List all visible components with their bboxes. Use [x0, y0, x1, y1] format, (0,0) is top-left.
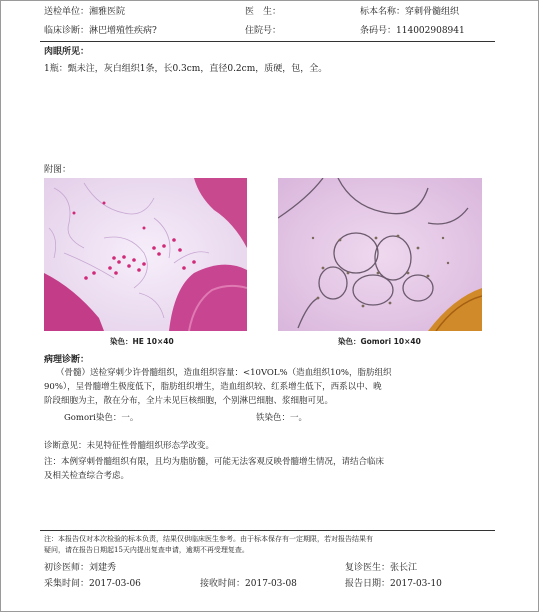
he-stain-micrograph [44, 178, 247, 331]
note-line-2: 及相关检查综合考虑。 [44, 471, 130, 481]
gomori-stain-caption: 染色：Gomori 10×40 [338, 337, 421, 346]
collection-time-field: 采集时间：2017-03-06 [44, 579, 141, 589]
doctor-field: 医 生： [245, 7, 282, 17]
note-line-1: 注：本例穿刺骨髓组织有限，且均为脂肪髓，可能无法客观反映骨髓增生情况，请结合临床 [44, 457, 385, 467]
gomori-stain-micrograph [278, 178, 482, 331]
disclaimer-line-1: 注：本报告仅对本次检验的标本负责，结果仅供临床医生参考。由于标本保存有一定期限，若对报告结果有 [44, 535, 373, 543]
hospital-field: 送检单位：湘雅医院 [44, 7, 126, 17]
pathology-heading: 病理诊断： [44, 355, 90, 365]
clinical-diagnosis-field: 临床诊断：淋巴增殖性疾病? [44, 26, 157, 36]
specimen-field: 标本名称：穿刺骨髓组织 [360, 7, 460, 17]
gross-heading: 肉眼所见： [44, 47, 90, 57]
receive-time-field: 接收时间：2017-03-08 [200, 579, 297, 589]
header-divider [40, 41, 495, 42]
report-date-field: 报告日期：2017-03-10 [345, 579, 442, 589]
pathology-line-3: 阶段细胞为主，散在分布，全片未见巨核细胞，个别淋巴细胞、浆细胞可见。 [44, 396, 334, 406]
gomori-result: Gomori染色：一。 [64, 413, 139, 423]
inpatient-number-field: 住院号： [245, 26, 282, 36]
pathology-line-1: （骨髓）送检穿刺少许骨髓组织，造血组织容量：<10VOL%（造血组织10%，脂肪组织 [56, 368, 392, 378]
images-label: 附图： [44, 165, 72, 175]
review-doctor-field: 复诊医生：张长江 [345, 563, 418, 573]
he-stain-caption: 染色：HE 10×40 [110, 337, 174, 346]
barcode-field: 条码号：114002908941 [360, 26, 465, 36]
disclaimer-line-2: 疑问，请在报告日期起15天内提出复查申请，逾期不再受理复查。 [44, 546, 249, 554]
iron-stain-result: 铁染色：一。 [256, 413, 308, 423]
pathology-line-2: 90%），呈骨髓增生极度低下，脂肪组织增生，造血组织较、红系增生低下，西系以中、晚 [44, 382, 382, 392]
first-doctor-field: 初诊医师：刘建秀 [44, 563, 117, 573]
gross-text: 1瓶：甄未注，灰白组织1条，长0.3cm，直径0.2cm，质硬，包，全。 [44, 64, 328, 74]
diagnosis-opinion: 诊断意见：未见特征性骨髓组织形态学改变。 [44, 441, 215, 451]
footnote-divider [40, 530, 495, 531]
